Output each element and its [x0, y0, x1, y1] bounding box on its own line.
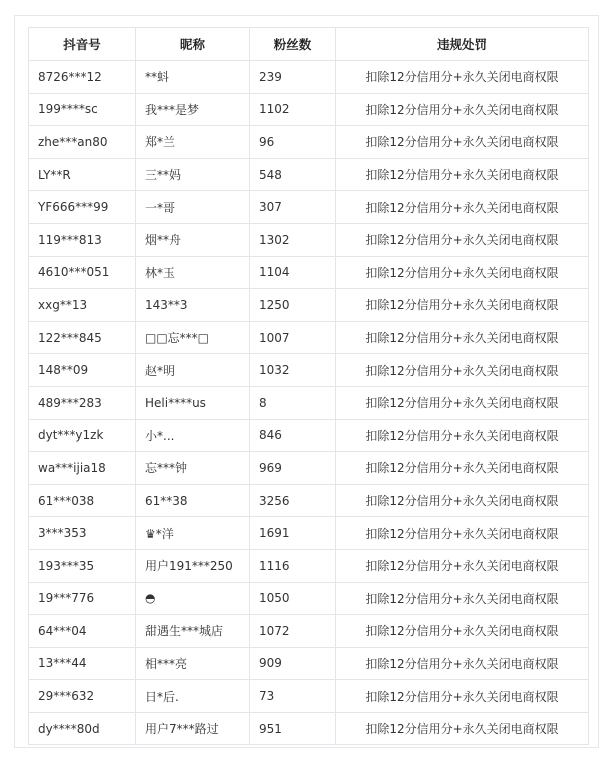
- account-cell: 4610***051: [29, 256, 136, 289]
- table-row: [29, 680, 589, 713]
- table-row: [29, 517, 589, 550]
- table-row: [29, 223, 589, 256]
- account-cell: 61***038: [29, 484, 136, 517]
- penalty-cell: 扣除12分信用分+永久关闭电商权限: [336, 354, 589, 387]
- penalty-cell: 扣除12分信用分+永久关闭电商权限: [336, 289, 589, 322]
- nickname-cell: ◓: [136, 582, 250, 615]
- account-cell: 489***283: [29, 386, 136, 419]
- account-cell: dyt***y1zk: [29, 419, 136, 452]
- account-cell: zhe***an80: [29, 126, 136, 159]
- penalty-cell: 扣除12分信用分+永久关闭电商权限: [336, 484, 589, 517]
- table-row: [29, 484, 589, 517]
- fans-cell: 951: [250, 712, 336, 745]
- fans-cell: 548: [250, 158, 336, 191]
- table-row: [29, 419, 589, 452]
- fans-cell: 1250: [250, 289, 336, 322]
- fans-cell: 1302: [250, 223, 336, 256]
- table-header: [29, 28, 589, 61]
- nickname-cell: 三**妈: [136, 158, 250, 191]
- header-penalty: 违规处罚: [336, 28, 589, 61]
- penalty-cell: 扣除12分信用分+永久关闭电商权限: [336, 582, 589, 615]
- violations-table: [28, 27, 589, 745]
- fans-cell: 3256: [250, 484, 336, 517]
- penalty-cell: 扣除12分信用分+永久关闭电商权限: [336, 321, 589, 354]
- penalty-cell: 扣除12分信用分+永久关闭电商权限: [336, 549, 589, 582]
- header-row: [29, 28, 589, 61]
- penalty-cell: 扣除12分信用分+永久关闭电商权限: [336, 256, 589, 289]
- account-cell: YF666***99: [29, 191, 136, 224]
- fans-cell: 8: [250, 386, 336, 419]
- fans-cell: 1691: [250, 517, 336, 550]
- account-cell: 29***632: [29, 680, 136, 713]
- nickname-cell: 143**3: [136, 289, 250, 322]
- table-body: [29, 61, 589, 745]
- fans-cell: 96: [250, 126, 336, 159]
- nickname-cell: 用户7***路过: [136, 712, 250, 745]
- nickname-cell: **蚪: [136, 61, 250, 94]
- fans-cell: 73: [250, 680, 336, 713]
- account-cell: xxg**13: [29, 289, 136, 322]
- account-cell: 119***813: [29, 223, 136, 256]
- table-row: [29, 256, 589, 289]
- account-cell: dy****80d: [29, 712, 136, 745]
- account-cell: 148**09: [29, 354, 136, 387]
- nickname-cell: ♛*洋: [136, 517, 250, 550]
- penalty-cell: 扣除12分信用分+永久关闭电商权限: [336, 223, 589, 256]
- account-cell: 8726***12: [29, 61, 136, 94]
- nickname-cell: 赵*明: [136, 354, 250, 387]
- fans-cell: 1102: [250, 93, 336, 126]
- table-row: [29, 61, 589, 94]
- table-row: [29, 93, 589, 126]
- header-account: 抖音号: [29, 28, 136, 61]
- penalty-cell: 扣除12分信用分+永久关闭电商权限: [336, 93, 589, 126]
- table-row: [29, 712, 589, 745]
- nickname-cell: 忘***钟: [136, 452, 250, 485]
- table-row: [29, 191, 589, 224]
- header-nickname: 昵称: [136, 28, 250, 61]
- fans-cell: 969: [250, 452, 336, 485]
- table-row: [29, 354, 589, 387]
- nickname-cell: 用户191***250: [136, 549, 250, 582]
- nickname-cell: 甜遇生***城店: [136, 615, 250, 648]
- account-cell: LY**R: [29, 158, 136, 191]
- table-row: [29, 158, 589, 191]
- table-row: [29, 452, 589, 485]
- table-row: [29, 126, 589, 159]
- table-row: [29, 582, 589, 615]
- table-row: [29, 615, 589, 648]
- table-row: [29, 549, 589, 582]
- penalty-cell: 扣除12分信用分+永久关闭电商权限: [336, 452, 589, 485]
- table-row: [29, 647, 589, 680]
- penalty-cell: 扣除12分信用分+永久关闭电商权限: [336, 419, 589, 452]
- nickname-cell: 61**38: [136, 484, 250, 517]
- nickname-cell: 林*玉: [136, 256, 250, 289]
- penalty-cell: 扣除12分信用分+永久关闭电商权限: [336, 680, 589, 713]
- fans-cell: 1104: [250, 256, 336, 289]
- header-fans: 粉丝数: [250, 28, 336, 61]
- table-row: [29, 321, 589, 354]
- nickname-cell: 日*后.: [136, 680, 250, 713]
- account-cell: 122***845: [29, 321, 136, 354]
- fans-cell: 846: [250, 419, 336, 452]
- account-cell: 64***04: [29, 615, 136, 648]
- nickname-cell: 烟**舟: [136, 223, 250, 256]
- table-row: [29, 289, 589, 322]
- fans-cell: 1032: [250, 354, 336, 387]
- fans-cell: 909: [250, 647, 336, 680]
- fans-cell: 1007: [250, 321, 336, 354]
- penalty-cell: 扣除12分信用分+永久关闭电商权限: [336, 615, 589, 648]
- nickname-cell: Heli****us: [136, 386, 250, 419]
- account-cell: 13***44: [29, 647, 136, 680]
- penalty-cell: 扣除12分信用分+永久关闭电商权限: [336, 61, 589, 94]
- penalty-cell: 扣除12分信用分+永久关闭电商权限: [336, 712, 589, 745]
- nickname-cell: □□忘***□: [136, 321, 250, 354]
- account-cell: 193***35: [29, 549, 136, 582]
- fans-cell: 239: [250, 61, 336, 94]
- fans-cell: 1050: [250, 582, 336, 615]
- account-cell: 3***353: [29, 517, 136, 550]
- penalty-cell: 扣除12分信用分+永久关闭电商权限: [336, 126, 589, 159]
- nickname-cell: 我***是梦: [136, 93, 250, 126]
- penalty-cell: 扣除12分信用分+永久关闭电商权限: [336, 647, 589, 680]
- fans-cell: 307: [250, 191, 336, 224]
- fans-cell: 1116: [250, 549, 336, 582]
- penalty-cell: 扣除12分信用分+永久关闭电商权限: [336, 386, 589, 419]
- penalty-cell: 扣除12分信用分+永久关闭电商权限: [336, 158, 589, 191]
- nickname-cell: 相***亮: [136, 647, 250, 680]
- account-cell: wa***ijia18: [29, 452, 136, 485]
- table-row: [29, 386, 589, 419]
- penalty-cell: 扣除12分信用分+永久关闭电商权限: [336, 191, 589, 224]
- nickname-cell: 一*哥: [136, 191, 250, 224]
- account-cell: 199****sc: [29, 93, 136, 126]
- account-cell: 19***776: [29, 582, 136, 615]
- fans-cell: 1072: [250, 615, 336, 648]
- nickname-cell: 小*...: [136, 419, 250, 452]
- penalty-cell: 扣除12分信用分+永久关闭电商权限: [336, 517, 589, 550]
- nickname-cell: 郑*兰: [136, 126, 250, 159]
